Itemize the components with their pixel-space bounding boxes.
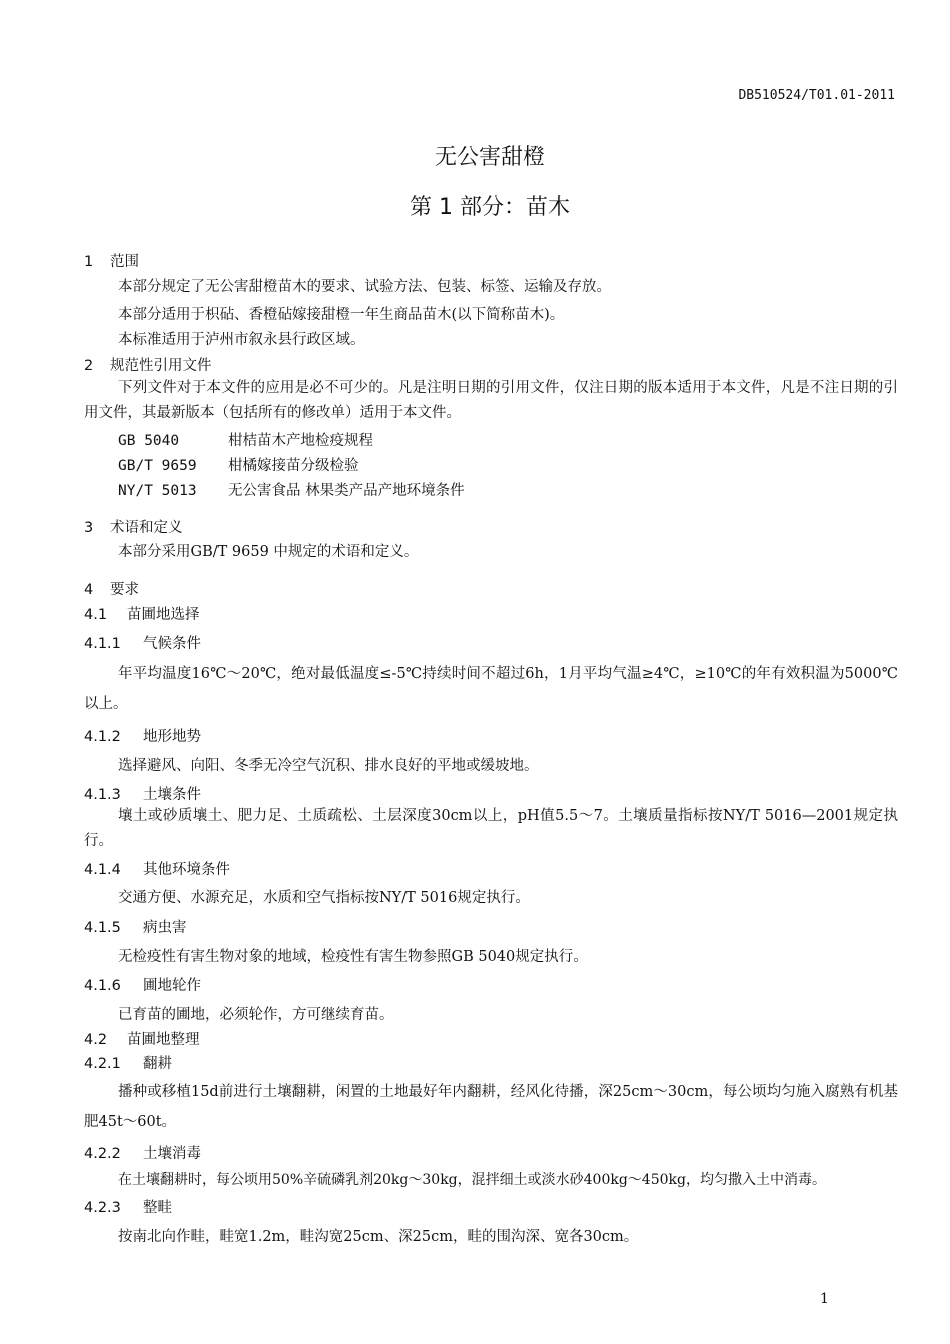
reference-item: GB/T 9659 柑橘嫁接苗分级检验	[118, 458, 359, 474]
section-3-paragraph: 本部分采用GB/T 9659 中规定的术语和定义。	[118, 544, 419, 560]
clause-heading: 4.1.2 地形地势	[84, 729, 201, 745]
clause-text: 壤土或砂质壤土、肥力足、土质疏松、土层深度30cm以上，pH值5.5～7。土壤质量指标按NY/T 5016—2001规定执行。	[84, 808, 898, 849]
section-1-paragraph: 本标准适用于泸州市叙永县行政区域。	[118, 332, 365, 348]
section-1-paragraph: 本部分适用于枳砧、香橙砧嫁接甜橙一年生商品苗木(以下简称苗木)。	[118, 307, 565, 323]
clause-text: 已育苗的圃地，必须轮作，方可继续育苗。	[118, 1007, 394, 1023]
document-id: DB510524/T01.01-2011	[738, 88, 895, 103]
clause-text: 年平均温度16℃～20℃，绝对最低温度≤-5℃持续时间不超过6h，1月平均气温≥4℃，≥10℃的年有效积温为5000℃以上。	[84, 666, 898, 712]
clause-text: 交通方便、水源充足，水质和空气指标按NY/T 5016规定执行。	[118, 890, 530, 906]
document-subtitle: 第 1 部分：苗木	[410, 195, 570, 220]
reference-item: GB 5040 柑桔苗木产地检疫规程	[118, 433, 373, 449]
clause-heading: 4.1.4 其他环境条件	[84, 862, 230, 878]
section-3-heading: 3 术语和定义	[84, 520, 183, 536]
clause-text: 按南北向作畦，畦宽1.2m，畦沟宽25cm、深25cm，畦的围沟深、宽各30cm。	[118, 1229, 639, 1245]
subsection-heading: 4.1 苗圃地选择	[84, 607, 200, 623]
section-1-paragraph: 本部分规定了无公害甜橙苗木的要求、试验方法、包装、标签、运输及存放。	[118, 279, 611, 295]
section-2-heading: 2 规范性引用文件	[84, 358, 212, 374]
subsection-heading: 4.2 苗圃地整理	[84, 1032, 200, 1048]
clause-heading: 4.2.2 土壤消毒	[84, 1146, 201, 1162]
document-title: 无公害甜橙	[434, 145, 545, 170]
clause-heading: 4.2.3 整畦	[84, 1200, 172, 1216]
reference-item: NY/T 5013 无公害食品 林果类产品产地环境条件	[118, 483, 465, 499]
clause-heading: 4.1.3 土壤条件	[84, 787, 201, 803]
clause-heading: 4.1.1 气候条件	[84, 636, 201, 652]
clause-heading: 4.1.6 圃地轮作	[84, 978, 201, 994]
section-4-heading: 4 要求	[84, 582, 139, 598]
section-1-heading: 1 范围	[84, 254, 139, 270]
page-number: 1	[820, 1291, 829, 1307]
section-2-paragraph: 下列文件对于本文件的应用是必不可少的。凡是注明日期的引用文件，仅注日期的版本适用于本文件，凡是不注日期的引用文件，其最新版本（包括所有的修改单）适用于本文件。	[84, 380, 898, 421]
clause-text: 在土壤翻耕时，每公顷用50%辛硫磷乳剂20kg～30kg，混拌细土或淡水砂400kg～450kg，均匀撒入土中消毒。	[118, 1172, 826, 1188]
clause-heading: 4.1.5 病虫害	[84, 920, 187, 936]
clause-heading: 4.2.1 翻耕	[84, 1056, 172, 1072]
clause-text: 无检疫性有害生物对象的地域，检疫性有害生物参照GB 5040规定执行。	[118, 949, 588, 965]
clause-text: 播种或移植15d前进行土壤翻耕，闲置的土地最好年内翻耕，经风化待播，深25cm～30cm，每公顷均匀施入腐熟有机基肥45t～60t。	[84, 1084, 898, 1130]
clause-text: 选择避风、向阳、冬季无冷空气沉积、排水良好的平地或缓坡地。	[118, 758, 539, 774]
